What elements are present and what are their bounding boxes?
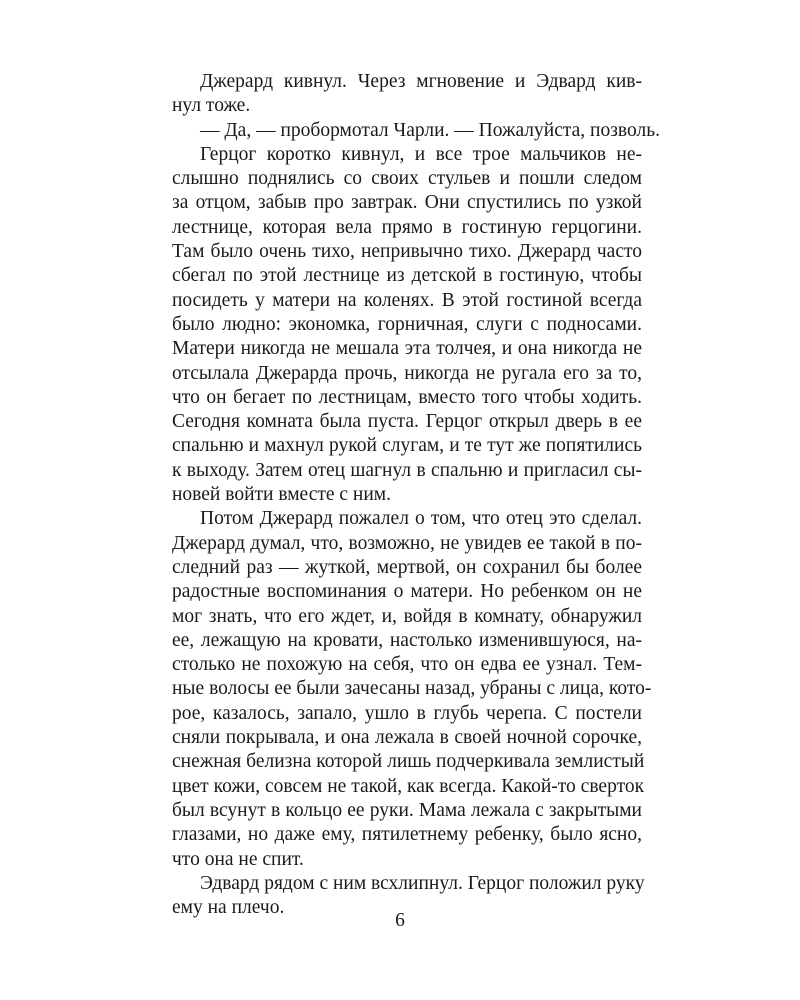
page-number: 6 bbox=[395, 910, 405, 931]
text-line: Там было очень тихо, непривычно тихо. Джерард часто bbox=[172, 241, 642, 263]
text-line: Сегодня комната была пуста. Герцог открыл дверь в ее bbox=[172, 411, 642, 433]
text-line: Джерард кивнул. Через мгновение и Эдвард кив- bbox=[200, 71, 642, 92]
text-line: мог знать, что его ждет, и, войдя в комнату, обнаружил bbox=[172, 605, 642, 627]
text-line: к выходу. Затем отец шагнул в спальню и пригласил сы- bbox=[172, 459, 642, 481]
text-line: было людно: экономка, горничная, слуги с подносами. bbox=[172, 313, 642, 335]
text-line: что она не спит. bbox=[172, 848, 304, 870]
text-line: ные волосы ее были зачесаны назад, убраны с лица, кото- bbox=[172, 678, 652, 700]
text-line: Джерард думал, что, возможно, не увидев ее такой в по- bbox=[172, 532, 642, 554]
text-line: снежная белизна которой лишь подчеркивала землистый bbox=[172, 751, 645, 773]
text-line: глазами, но даже ему, пятилетнему ребенку, было ясно, bbox=[172, 824, 642, 846]
text-line: следний раз — жуткой, мертвой, он сохранил бы более bbox=[172, 556, 642, 578]
text-line: сбегал по этой лестнице из детской в гостиную, чтобы bbox=[172, 265, 642, 287]
text-line: отсылала Джерарда прочь, никогда не ругала его за то, bbox=[172, 362, 642, 384]
text-line: Потом Джерард пожалел о том, что отец это сделал. bbox=[200, 508, 642, 530]
text-line: Матери никогда не мешала эта толчея, и она никогда не bbox=[172, 338, 642, 360]
text-line: спальню и махнул рукой слугам, и те тут же попятились bbox=[172, 435, 642, 457]
text-line: Герцог коротко кивнул, и все трое мальчиков не- bbox=[200, 143, 642, 165]
text-line: радостные воспоминания о матери. Но ребенком он не bbox=[172, 581, 642, 603]
text-line: сняли покрывала, и она лежала в своей ночной сорочке, bbox=[172, 727, 642, 749]
text-line: столько не похожую на себя, что он едва ее узнал. Тем- bbox=[172, 654, 642, 676]
text-line: что он бегает по лестницам, вместо того чтобы ходить. bbox=[172, 386, 642, 408]
text-line: новей войти вместе с ним. bbox=[172, 484, 392, 506]
text-line: ее, лежащую на кровати, настолько изменившуюся, на- bbox=[172, 629, 642, 651]
text-line: лестнице, которая вела прямо в гостиную герцогини. bbox=[172, 216, 642, 238]
text-line: Эдвард рядом с ним всхлипнул. Герцог положил руку bbox=[200, 872, 645, 894]
text-line: был всунут в кольцо ее руки. Мама лежала с закрытыми bbox=[172, 799, 642, 821]
text-line: рое, казалось, запало, ушло в глубь черепа. С постели bbox=[172, 702, 642, 724]
text-line: слышно поднялись со своих стульев и пошли следом bbox=[172, 168, 642, 190]
text-line: цвет кожи, совсем не такой, как всегда. Какой-то сверток bbox=[172, 775, 645, 797]
text-line: нул тоже. bbox=[172, 95, 251, 117]
body-text bbox=[172, 70, 660, 920]
text-line: ему на плечо. bbox=[172, 897, 285, 919]
text-line: посидеть у матери на коленях. В этой гостиной всегда bbox=[172, 289, 642, 311]
text-line: — Да, — пробормотал Чарли. — Пожалуйста, позволь. bbox=[200, 119, 660, 141]
text-line: за отцом, забыв про завтрак. Они спустились по узкой bbox=[172, 192, 642, 214]
